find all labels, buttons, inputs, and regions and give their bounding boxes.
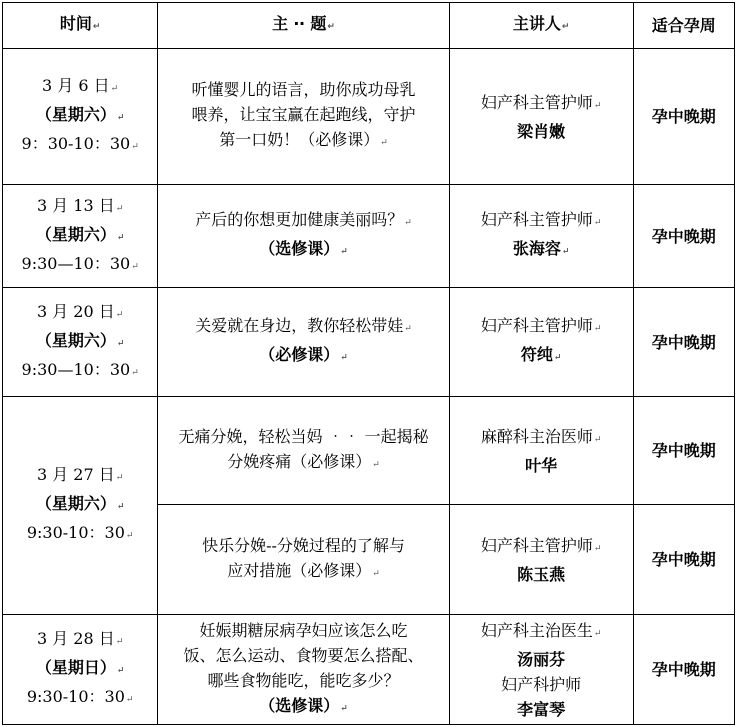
stage-cell: 孕中晚期 (633, 505, 734, 615)
speaker-cell (449, 397, 633, 505)
header-time: 时间↵ (3, 3, 158, 49)
table-row (3, 615, 735, 725)
time-range-text: 9:30—10：30↵ (21, 359, 139, 379)
speaker-cell (449, 505, 633, 615)
topic-line: 喂养，让宝宝赢在起跑线，守护 (191, 105, 416, 124)
header-speaker: 主讲人↵ (449, 3, 633, 49)
time-range-text: 9：30-10：30↵ (21, 134, 139, 153)
speaker-name: 陈玉燕 (517, 564, 566, 584)
topic-line: 饭、怎么运动、食物要怎么搭配、 (183, 645, 424, 665)
weekday-text: （星期六）↵ (35, 224, 125, 244)
topic-line: 快乐分娩--分娩过程的了解与 (202, 535, 405, 555)
topic-line: 哪些食物能吃，能吃多少？ (207, 670, 400, 690)
time-cell (3, 49, 158, 185)
time-range-text: 9:30-10：30↵ (26, 687, 134, 706)
weekday-text: （星期日）↵ (35, 658, 125, 677)
time-cell (3, 288, 158, 397)
table-row (3, 185, 735, 288)
table-row (3, 49, 735, 185)
lecture-schedule-table (2, 2, 735, 725)
time-range-text: 9:30-10：30↵ (26, 523, 134, 542)
topic-line: 产后的你想更加健康美丽吗？↵ (195, 210, 412, 229)
stage-cell: 孕中晚期 (633, 288, 734, 397)
speaker-name: 李富琴 (517, 699, 566, 719)
date-text: 3 月 20 日↵ (36, 301, 124, 321)
topic-cell (158, 397, 450, 505)
topic-line: 听懂婴儿的语言，助你成功母乳 (191, 80, 416, 99)
speaker-name: 梁肖嫩 (517, 121, 566, 141)
date-text: 3 月 28 日↵ (36, 629, 124, 648)
topic-cell (158, 288, 450, 397)
topic-line: 应对措施（必修课）↵ (227, 560, 380, 580)
speaker-title: 妇产科主管护师↵ (480, 316, 602, 335)
weekday-text: （星期六）↵ (35, 105, 125, 124)
topic-line: 第一口奶！（必修课）↵ (219, 130, 388, 149)
speaker-title: 妇产科护师 (501, 674, 582, 694)
weekday-text: （星期六）↵ (35, 494, 125, 513)
topic-line: 关爱就在身边，教你轻松带娃↵ (195, 316, 412, 335)
topic-cell (158, 505, 450, 615)
stage-cell: 孕中晚期 (633, 185, 734, 288)
speaker-name: 符纯↵ (520, 345, 562, 364)
stage-cell: 孕中晚期 (633, 615, 734, 725)
date-text: 3 月 13 日↵ (36, 195, 124, 215)
speaker-title: 麻醉科主治医师↵ (480, 426, 602, 446)
speaker-title: 妇产科主管护师↵ (480, 535, 602, 555)
weekday-text: （星期六）↵ (35, 330, 125, 350)
header-stage: 适合孕周 (633, 3, 734, 49)
date-text: 3 月 27 日↵ (36, 465, 124, 484)
time-range-text: 9:30—10：30↵ (21, 253, 139, 273)
speaker-name: 汤丽芬 (517, 649, 566, 669)
topic-line: （选修课）↵ (259, 695, 348, 715)
topic-cell (158, 49, 450, 185)
speaker-title: 妇产科主治医生↵ (480, 620, 602, 640)
speaker-name: 叶华 (525, 455, 558, 475)
speaker-cell (449, 49, 633, 185)
table-row (3, 397, 735, 505)
time-cell (3, 615, 158, 725)
speaker-cell (449, 615, 633, 725)
date-text: 3 月 6 日↵ (42, 76, 119, 95)
topic-line: （选修课）↵ (259, 239, 348, 258)
table-row (3, 288, 735, 397)
speaker-cell (449, 288, 633, 397)
speaker-title: 妇产科主管护师↵ (480, 92, 602, 112)
time-cell (3, 185, 158, 288)
header-topic: 主 ‧‧ 题↵ (158, 3, 450, 49)
time-cell (3, 397, 158, 615)
speaker-title: 妇产科主管护师↵ (480, 210, 602, 229)
topic-cell (158, 185, 450, 288)
topic-line: （必修课）↵ (259, 345, 348, 364)
stage-cell: 孕中晚期 (633, 49, 734, 185)
speaker-cell (449, 185, 633, 288)
topic-cell (158, 615, 450, 725)
header-row (3, 3, 735, 49)
topic-line: 妊娠期糖尿病孕妇应该怎么吃 (199, 620, 408, 640)
stage-cell: 孕中晚期 (633, 397, 734, 505)
topic-line: 无痛分娩，轻松当妈 ‧‧ 一起揭秘 (178, 426, 429, 446)
speaker-name: 张海容↵ (512, 239, 570, 258)
topic-line: 分娩疼痛（必修课）↵ (227, 451, 380, 471)
